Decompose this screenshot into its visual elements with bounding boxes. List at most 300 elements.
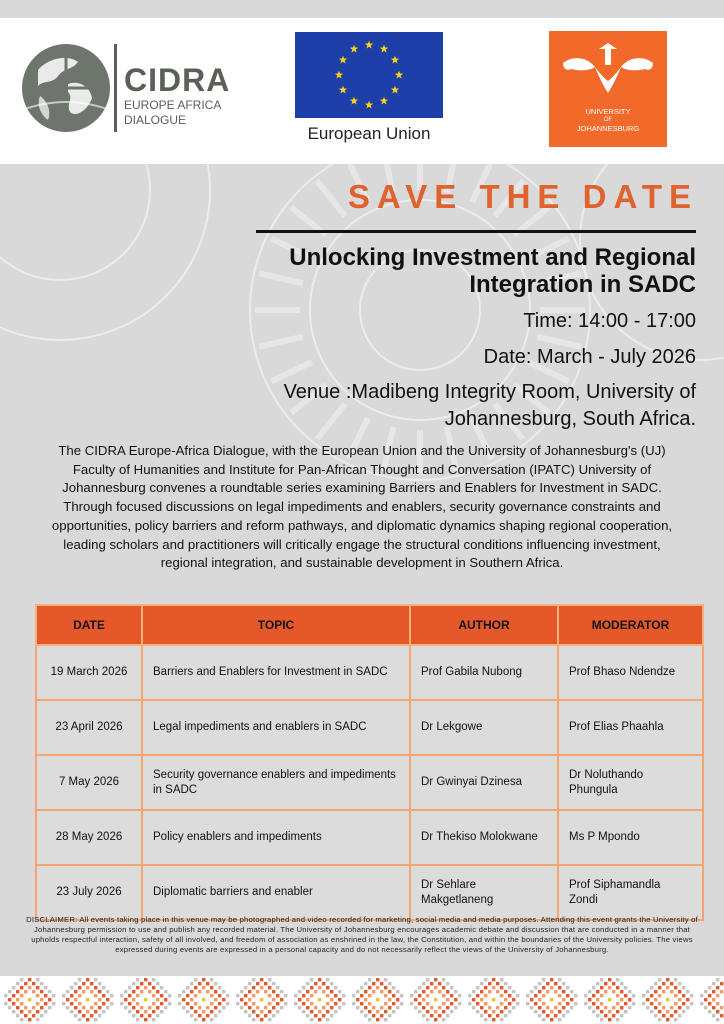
- bead: [600, 986, 603, 989]
- bead: [28, 978, 31, 981]
- bead: [558, 1010, 561, 1013]
- bead: [20, 994, 23, 997]
- bead: [94, 978, 97, 981]
- bead: [310, 978, 313, 981]
- bead: [302, 1010, 305, 1013]
- bead: [662, 982, 665, 985]
- bead: [66, 990, 69, 993]
- bead: [86, 998, 89, 1001]
- bead: [222, 1006, 225, 1009]
- bead: [708, 994, 711, 997]
- bead: [364, 982, 367, 985]
- bead: [74, 1014, 77, 1017]
- bead: [140, 1014, 143, 1017]
- bead: [194, 1018, 197, 1021]
- bead: [352, 994, 355, 997]
- bead: [534, 1002, 537, 1005]
- bead: [468, 994, 471, 997]
- bead: [434, 978, 437, 981]
- bead: [298, 1006, 301, 1009]
- event-title: Unlocking Investment and Regional Integration in SADC: [289, 244, 696, 298]
- bead: [302, 994, 305, 997]
- row-moderator: Prof Bhaso Ndendze: [558, 645, 703, 700]
- bead: [484, 978, 487, 981]
- bead: [124, 1006, 127, 1009]
- bead: [562, 1006, 565, 1009]
- bead: [418, 994, 421, 997]
- bead: [136, 1002, 139, 1005]
- bead: [310, 1018, 313, 1021]
- bead: [658, 986, 661, 989]
- bead: [678, 1014, 681, 1017]
- bead: [558, 1018, 561, 1021]
- bead: [8, 1006, 11, 1009]
- bead: [512, 998, 515, 1001]
- bead: [584, 1002, 587, 1005]
- bead: [248, 1014, 251, 1017]
- bead: [438, 990, 441, 993]
- bead: [110, 994, 113, 997]
- bead: [570, 1006, 573, 1009]
- bead: [550, 1018, 553, 1021]
- bead: [44, 986, 47, 989]
- bead: [662, 1006, 665, 1009]
- bead: [558, 1002, 561, 1005]
- bead: [334, 986, 337, 989]
- bead: [178, 994, 181, 997]
- bead: [74, 982, 77, 985]
- bead: [430, 990, 433, 993]
- bead: [8, 990, 11, 993]
- bead: [376, 986, 379, 989]
- bead: [720, 982, 723, 985]
- bead: [500, 986, 503, 989]
- bead: [280, 1006, 283, 1009]
- bead: [360, 1002, 363, 1005]
- bead: [132, 998, 135, 1001]
- bead: [90, 1006, 93, 1009]
- bead: [182, 1006, 185, 1009]
- bead: [20, 978, 23, 981]
- bead: [252, 1002, 255, 1005]
- bead: [182, 998, 185, 1001]
- bead: [284, 994, 287, 997]
- bead: [620, 998, 623, 1001]
- bead: [78, 978, 81, 981]
- title-divider: [256, 230, 696, 233]
- bead: [678, 982, 681, 985]
- bead: [542, 1018, 545, 1021]
- bead: [368, 1010, 371, 1013]
- bead: [658, 1018, 661, 1021]
- bead: [662, 990, 665, 993]
- table-row: [36, 865, 703, 920]
- bead: [426, 994, 429, 997]
- bead: [716, 978, 719, 981]
- bead: [372, 990, 375, 993]
- bead: [70, 1002, 73, 1005]
- bead: [152, 1002, 155, 1005]
- bead: [364, 990, 367, 993]
- row-author: Dr Sehlare Makgetlaneng: [410, 865, 558, 920]
- bead: [550, 986, 553, 989]
- bead: [128, 1010, 131, 1013]
- bead: [504, 998, 507, 1001]
- bead: [36, 1002, 39, 1005]
- bead: [160, 1010, 163, 1013]
- bead: [244, 1010, 247, 1013]
- bead: [160, 1002, 163, 1005]
- bead: [152, 986, 155, 989]
- bead: [248, 990, 251, 993]
- bead: [40, 990, 43, 993]
- bead: [360, 994, 363, 997]
- bead: [260, 1018, 263, 1021]
- bead: [542, 986, 545, 989]
- bead: [400, 1002, 403, 1005]
- bead: [94, 1018, 97, 1021]
- bead: [310, 1010, 313, 1013]
- bead: [70, 994, 73, 997]
- bead: [700, 1002, 703, 1005]
- bead: [252, 978, 255, 981]
- bead: [612, 1006, 615, 1009]
- bead: [574, 1002, 577, 1005]
- bead: [512, 1006, 515, 1009]
- bead: [32, 1014, 35, 1017]
- bead: [198, 990, 201, 993]
- bead: [16, 1006, 19, 1009]
- bead: [596, 982, 599, 985]
- bead: [426, 986, 429, 989]
- bead: [530, 998, 533, 1001]
- table-row: [36, 700, 703, 755]
- bead: [132, 1006, 135, 1009]
- bead: [36, 978, 39, 981]
- bead: [20, 1010, 23, 1013]
- bead: [574, 994, 577, 997]
- bead: [600, 1002, 603, 1005]
- bead: [480, 982, 483, 985]
- bead: [678, 1006, 681, 1009]
- bead: [500, 1002, 503, 1005]
- bead: [650, 986, 653, 989]
- bead: [542, 994, 545, 997]
- bead: [588, 1006, 591, 1009]
- bead: [280, 990, 283, 993]
- bead: [434, 998, 437, 1001]
- bead: [554, 1006, 557, 1009]
- bead: [306, 982, 309, 985]
- bead: [132, 1014, 135, 1017]
- bead: [592, 1002, 595, 1005]
- bead: [712, 990, 715, 993]
- bead: [356, 990, 359, 993]
- bead: [32, 990, 35, 993]
- bead: [604, 982, 607, 985]
- bead: [422, 982, 425, 985]
- bead: [384, 1002, 387, 1005]
- bead: [178, 1002, 181, 1005]
- bead: [202, 998, 205, 1001]
- bead: [264, 990, 267, 993]
- bead: [704, 998, 707, 1001]
- bead: [284, 1002, 287, 1005]
- bead: [40, 1014, 43, 1017]
- texture-ray: [259, 337, 303, 347]
- bead: [472, 990, 475, 993]
- bead: [16, 998, 19, 1001]
- bead: [298, 990, 301, 993]
- bead: [70, 1010, 73, 1013]
- bead: [74, 998, 77, 1001]
- bead: [148, 982, 151, 985]
- bead: [418, 1002, 421, 1005]
- bead: [314, 1006, 317, 1009]
- bead: [372, 1014, 375, 1017]
- bead: [562, 1014, 565, 1017]
- bead: [82, 982, 85, 985]
- bead: [426, 978, 429, 981]
- bead: [542, 1002, 545, 1005]
- bead: [546, 1006, 549, 1009]
- bead: [492, 998, 495, 1001]
- bead: [110, 1002, 113, 1005]
- bead: [380, 1006, 383, 1009]
- bead: [558, 994, 561, 997]
- bead: [600, 1018, 603, 1021]
- bead: [256, 1014, 259, 1017]
- bead: [102, 1002, 105, 1005]
- bead: [190, 982, 193, 985]
- bead: [616, 1002, 619, 1005]
- bead: [496, 990, 499, 993]
- bead: [202, 978, 205, 981]
- bead: [492, 1018, 495, 1021]
- bead: [86, 1010, 89, 1013]
- bead: [338, 990, 341, 993]
- table-row: [36, 810, 703, 865]
- bead: [562, 990, 565, 993]
- bead: [426, 1010, 429, 1013]
- bead: [530, 1006, 533, 1009]
- bead: [140, 982, 143, 985]
- bead: [500, 978, 503, 981]
- bead: [144, 1010, 147, 1013]
- bead: [666, 1018, 669, 1021]
- bead: [202, 1018, 205, 1021]
- bead: [654, 1006, 657, 1009]
- bead: [566, 986, 569, 989]
- bead: [356, 1006, 359, 1009]
- bead: [504, 982, 507, 985]
- bead: [260, 986, 263, 989]
- texture-ray: [317, 181, 345, 216]
- bead: [438, 1006, 441, 1009]
- bead: [198, 1014, 201, 1017]
- event-venue: Venue :Madibeng Integrity Room, University of Johannesburg, South Africa.: [283, 381, 696, 430]
- bead: [650, 1010, 653, 1013]
- row-date: 28 May 2026: [36, 810, 142, 865]
- bead: [690, 994, 693, 997]
- bead: [276, 1002, 279, 1005]
- bead: [508, 994, 511, 997]
- bead: [504, 1014, 507, 1017]
- bead: [52, 1002, 55, 1005]
- bead: [132, 990, 135, 993]
- bead: [616, 1010, 619, 1013]
- bead: [294, 1002, 297, 1005]
- bead: [256, 1006, 259, 1009]
- bead: [40, 998, 43, 1001]
- bead: [380, 1014, 383, 1017]
- bead: [20, 1018, 23, 1021]
- bead: [442, 978, 445, 981]
- bead: [372, 1006, 375, 1009]
- bead: [330, 1006, 333, 1009]
- bead: [492, 986, 495, 989]
- bead: [516, 994, 519, 997]
- bead: [272, 982, 275, 985]
- bead: [244, 994, 247, 997]
- eu-flag-icon: [295, 32, 443, 118]
- bead: [682, 994, 685, 997]
- bead: [414, 998, 417, 1001]
- bead: [600, 994, 603, 997]
- bead: [12, 986, 15, 989]
- bead: [686, 998, 689, 1001]
- row-moderator: Prof Siphamandla Zondi: [558, 865, 703, 920]
- bead: [454, 990, 457, 993]
- bead: [566, 1002, 569, 1005]
- row-topic: Legal impediments and enablers in SADC: [142, 700, 410, 755]
- bead: [446, 1014, 449, 1017]
- bead: [136, 978, 139, 981]
- bead: [496, 982, 499, 985]
- bead: [422, 990, 425, 993]
- column-header-moderator: MODERATOR: [558, 605, 703, 645]
- bead: [666, 998, 669, 1001]
- bead: [662, 1014, 665, 1017]
- bead: [720, 1006, 723, 1009]
- row-moderator: Dr Noluthando Phungula: [558, 755, 703, 810]
- bead: [554, 990, 557, 993]
- bead: [298, 998, 301, 1001]
- bead: [272, 990, 275, 993]
- bead: [32, 982, 35, 985]
- bead: [272, 1006, 275, 1009]
- bead: [12, 1002, 15, 1005]
- bead: [566, 994, 569, 997]
- bead: [330, 998, 333, 1001]
- bead: [98, 1014, 101, 1017]
- bead: [646, 1006, 649, 1009]
- bead: [380, 990, 383, 993]
- bead: [670, 990, 673, 993]
- bead: [214, 990, 217, 993]
- bead: [248, 1006, 251, 1009]
- bead: [500, 1018, 503, 1021]
- bead: [120, 994, 123, 997]
- bead: [314, 982, 317, 985]
- bead: [484, 1018, 487, 1021]
- bead: [530, 990, 533, 993]
- cidra-divider: [114, 44, 117, 132]
- bead: [36, 1018, 39, 1021]
- eu-label: European Union: [307, 124, 431, 143]
- bead: [372, 982, 375, 985]
- bead: [190, 998, 193, 1001]
- bead: [410, 1002, 413, 1005]
- bead: [306, 1014, 309, 1017]
- bead: [392, 986, 395, 989]
- bead: [678, 990, 681, 993]
- bead: [612, 1014, 615, 1017]
- row-date: 7 May 2026: [36, 755, 142, 810]
- row-moderator: Ms P Mpondo: [558, 810, 703, 865]
- bead: [434, 1018, 437, 1021]
- bead: [682, 986, 685, 989]
- bead: [442, 986, 445, 989]
- bead: [376, 998, 379, 1001]
- bead: [674, 994, 677, 997]
- bead: [666, 986, 669, 989]
- bead: [272, 1014, 275, 1017]
- bead: [392, 994, 395, 997]
- bead: [148, 1006, 151, 1009]
- bead: [90, 1014, 93, 1017]
- bead: [446, 982, 449, 985]
- bead: [338, 998, 341, 1001]
- bead: [156, 998, 159, 1001]
- bead: [442, 1002, 445, 1005]
- bead: [526, 1002, 529, 1005]
- bead: [194, 1010, 197, 1013]
- uj-logo: [549, 31, 667, 147]
- bead: [156, 1014, 159, 1017]
- bead: [44, 1010, 47, 1013]
- bead: [388, 1014, 391, 1017]
- bead: [472, 1006, 475, 1009]
- bead: [322, 1006, 325, 1009]
- bead: [666, 978, 669, 981]
- bead: [222, 998, 225, 1001]
- bead: [186, 994, 189, 997]
- bead: [272, 998, 275, 1001]
- bead: [264, 982, 267, 985]
- bead: [326, 978, 329, 981]
- bead: [678, 998, 681, 1001]
- bead: [102, 994, 105, 997]
- bead: [546, 990, 549, 993]
- bead: [624, 986, 627, 989]
- bead: [20, 1002, 23, 1005]
- bead: [554, 982, 557, 985]
- bead: [214, 998, 217, 1001]
- bead: [190, 1006, 193, 1009]
- bead: [256, 990, 259, 993]
- bead: [194, 994, 197, 997]
- bead: [206, 982, 209, 985]
- cidra-name: CIDRA: [124, 62, 231, 98]
- bead: [44, 994, 47, 997]
- bead: [240, 1006, 243, 1009]
- bead: [136, 1010, 139, 1013]
- bead: [570, 998, 573, 1001]
- bead: [62, 1002, 65, 1005]
- bead: [24, 990, 27, 993]
- bead: [720, 1014, 723, 1017]
